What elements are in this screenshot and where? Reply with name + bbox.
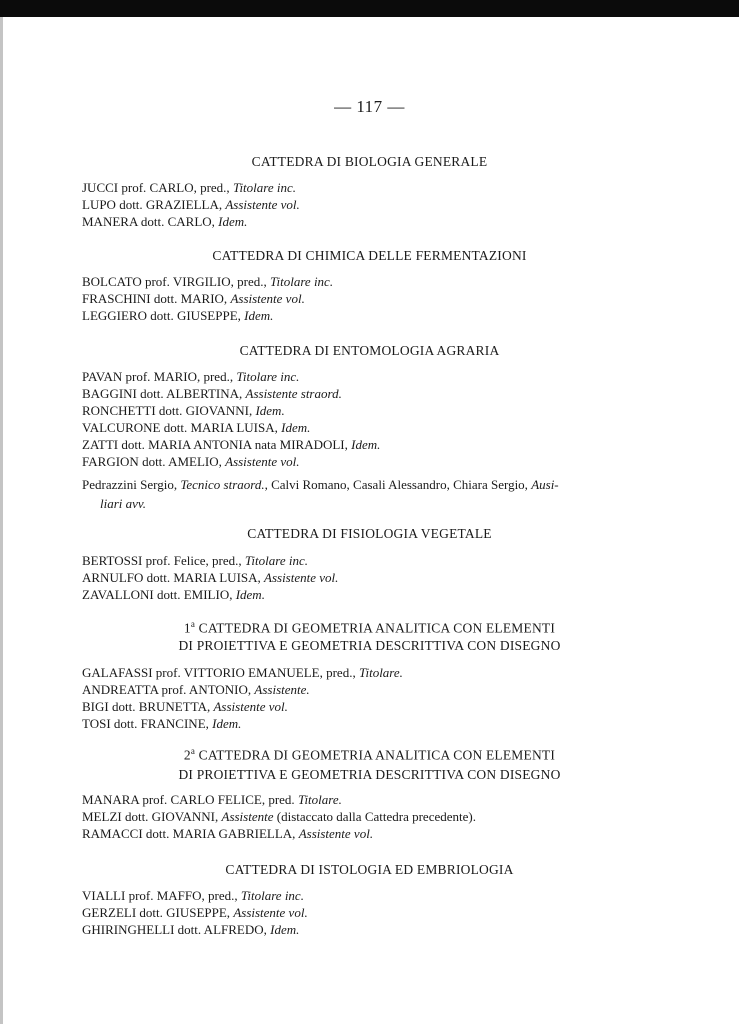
entry-name: RAMACCI dott. MARIA GABRIELLA, — [82, 826, 299, 841]
entry-line — [82, 437, 380, 453]
page-number: — 117 — — [334, 97, 405, 116]
heading-ordinal-sup: a — [190, 746, 196, 756]
entry-line — [82, 180, 296, 196]
entry-line — [82, 291, 305, 307]
entry-line — [82, 369, 299, 385]
entry-role: Assistente. — [254, 682, 310, 697]
entry-role: Titolare inc. — [270, 274, 334, 289]
entry-line — [82, 922, 299, 938]
entry-role: Assistente vol. — [298, 826, 374, 841]
entry-name: VALCURONE dott. MARIA LUISA, — [82, 420, 282, 435]
entry-name: RONCHETTI dott. GIOVANNI, — [82, 403, 256, 418]
section-heading-geometria-1-line1 — [0, 619, 739, 637]
entry-line — [82, 420, 310, 436]
entry-role: Assistente vol. — [225, 197, 300, 212]
entry-name: FRASCHINI dott. MARIO, — [82, 291, 231, 306]
entry-name: LEGGIERO dott. GIUSEPPE, — [82, 308, 245, 323]
entry-role: Idem. — [235, 587, 265, 602]
entry-line — [82, 665, 403, 681]
entry-role: Assistente — [221, 809, 274, 824]
entry-role: Idem. — [212, 716, 242, 731]
entry-role: Assistente vol. — [230, 291, 305, 306]
entry-name: LUPO dott. GRAZIELLA, — [82, 197, 226, 212]
entry-name: BIGI dott. BRUNETTA, — [82, 699, 214, 714]
entry-line — [82, 403, 285, 419]
entry-line — [82, 587, 265, 603]
entry-name: GERZELI dott. GIUSEPPE, — [82, 905, 234, 920]
entry-role: Assistente vol. — [213, 699, 288, 714]
note-text: Calvi Romano, Casali Alessandro, Chiara Sergio, — [267, 477, 532, 492]
entry-role: Assistente vol. — [264, 570, 339, 585]
entry-role: Idem. — [218, 214, 248, 229]
heading-ordinal: 2 — [183, 747, 191, 763]
entry-name: GHIRINGHELLI dott. ALFREDO, — [82, 922, 271, 937]
entry-role: Idem. — [255, 403, 285, 418]
entry-role: Assistente vol. — [233, 905, 308, 920]
entry-role: Assistente straord. — [245, 386, 342, 401]
entry-extra: (distaccato dalla Cattedra precedente). — [273, 809, 476, 824]
entry-name: ARNULFO dott. MARIA LUISA, — [82, 570, 265, 585]
entry-line — [82, 553, 308, 569]
entry-role: Titolare inc. — [244, 553, 308, 568]
entry-role: Assistente vol. — [225, 454, 300, 469]
entry-line — [82, 699, 288, 715]
scan-top-border — [0, 0, 739, 17]
entry-role: Titolare. — [358, 665, 403, 680]
section-heading-chimica: CATTEDRA DI CHIMICA DELLE FERMENTAZIONI — [212, 248, 527, 263]
entry-line — [82, 716, 241, 732]
entry-name: VIALLI prof. MAFFO, pred., — [82, 888, 241, 903]
entry-name: TOSI dott. FRANCINE, — [82, 716, 213, 731]
entry-role: Titolare. — [297, 792, 342, 807]
heading-text: CATTEDRA DI GEOMETRIA ANALITICA CON ELEMENTI — [195, 620, 556, 636]
entry-name: BAGGINI dott. ALBERTINA, — [82, 386, 246, 401]
entry-name: MANARA prof. CARLO FELICE, pred. — [82, 792, 298, 807]
entry-role: Idem. — [244, 308, 274, 323]
heading-text: CATTEDRA DI GEOMETRIA ANALITICA CON ELEMENTI — [195, 747, 556, 763]
section-heading-geometria-2-line2: DI PROIETTIVA E GEOMETRIA DESCRITTIVA CON DISEGNO — [178, 767, 561, 782]
entry-name: GALAFASSI prof. VITTORIO EMANUELE, pred., — [82, 665, 359, 680]
note-role: Tecnico straord., — [180, 477, 268, 492]
note-text: Pedrazzini Sergio, — [82, 477, 181, 492]
entry-role: Titolare inc. — [236, 369, 300, 384]
heading-ordinal-sup: a — [190, 619, 196, 629]
entry-role: Titolare inc. — [240, 888, 304, 903]
entry-role: Titolare inc. — [232, 180, 297, 195]
entry-name: ZAVALLONI dott. EMILIO, — [82, 587, 236, 602]
entry-line — [82, 792, 342, 808]
entry-name: ANDREATTA prof. ANTONIO, — [82, 682, 255, 697]
entry-name: FARGION dott. AMELIO, — [82, 454, 226, 469]
entry-line — [82, 274, 333, 290]
entry-line — [82, 888, 304, 904]
entry-line — [82, 454, 300, 470]
section-heading-geometria-2-line1 — [0, 746, 739, 764]
entry-line — [82, 905, 308, 921]
section-heading-geometria-1-line2: DI PROIETTIVA E GEOMETRIA DESCRITTIVA CON DISEGNO — [178, 638, 561, 653]
entry-role: Idem. — [351, 437, 381, 452]
entry-name: PAVAN prof. MARIO, pred., — [82, 369, 237, 384]
note-role: Ausi- — [531, 477, 559, 492]
entry-name: JUCCI prof. CARLO, pred., — [82, 180, 233, 195]
section-heading-entomologia: CATTEDRA DI ENTOMOLOGIA AGRARIA — [239, 343, 500, 358]
entry-line — [82, 308, 273, 324]
entry-name: BERTOSSI prof. Felice, pred., — [82, 553, 245, 568]
entry-line — [82, 826, 373, 842]
auxiliary-staff-note — [82, 475, 638, 513]
entry-line — [82, 809, 476, 825]
entry-line — [82, 197, 300, 213]
section-heading-biologia: CATTEDRA DI BIOLOGIA GENERALE — [251, 154, 488, 169]
entry-name: ZATTI dott. MARIA ANTONIA nata MIRADOLI, — [82, 437, 352, 452]
entry-role: Idem. — [270, 922, 300, 937]
section-heading-istologia: CATTEDRA DI ISTOLOGIA ED EMBRIOLOGIA — [225, 862, 514, 877]
entry-name: BOLCATO prof. VIRGILIO, pred., — [82, 274, 270, 289]
entry-name: MELZI dott. GIOVANNI, — [82, 809, 222, 824]
entry-role: Idem. — [281, 420, 311, 435]
entry-line — [82, 682, 310, 698]
section-heading-fisiologia: CATTEDRA DI FISIOLOGIA VEGETALE — [247, 526, 492, 541]
entry-line — [82, 570, 338, 586]
entry-line — [82, 386, 342, 402]
note-role: liari avv. — [100, 496, 146, 511]
entry-name: MANERA dott. CARLO, — [82, 214, 219, 229]
heading-ordinal: 1 — [183, 620, 191, 636]
entry-line — [82, 214, 247, 230]
